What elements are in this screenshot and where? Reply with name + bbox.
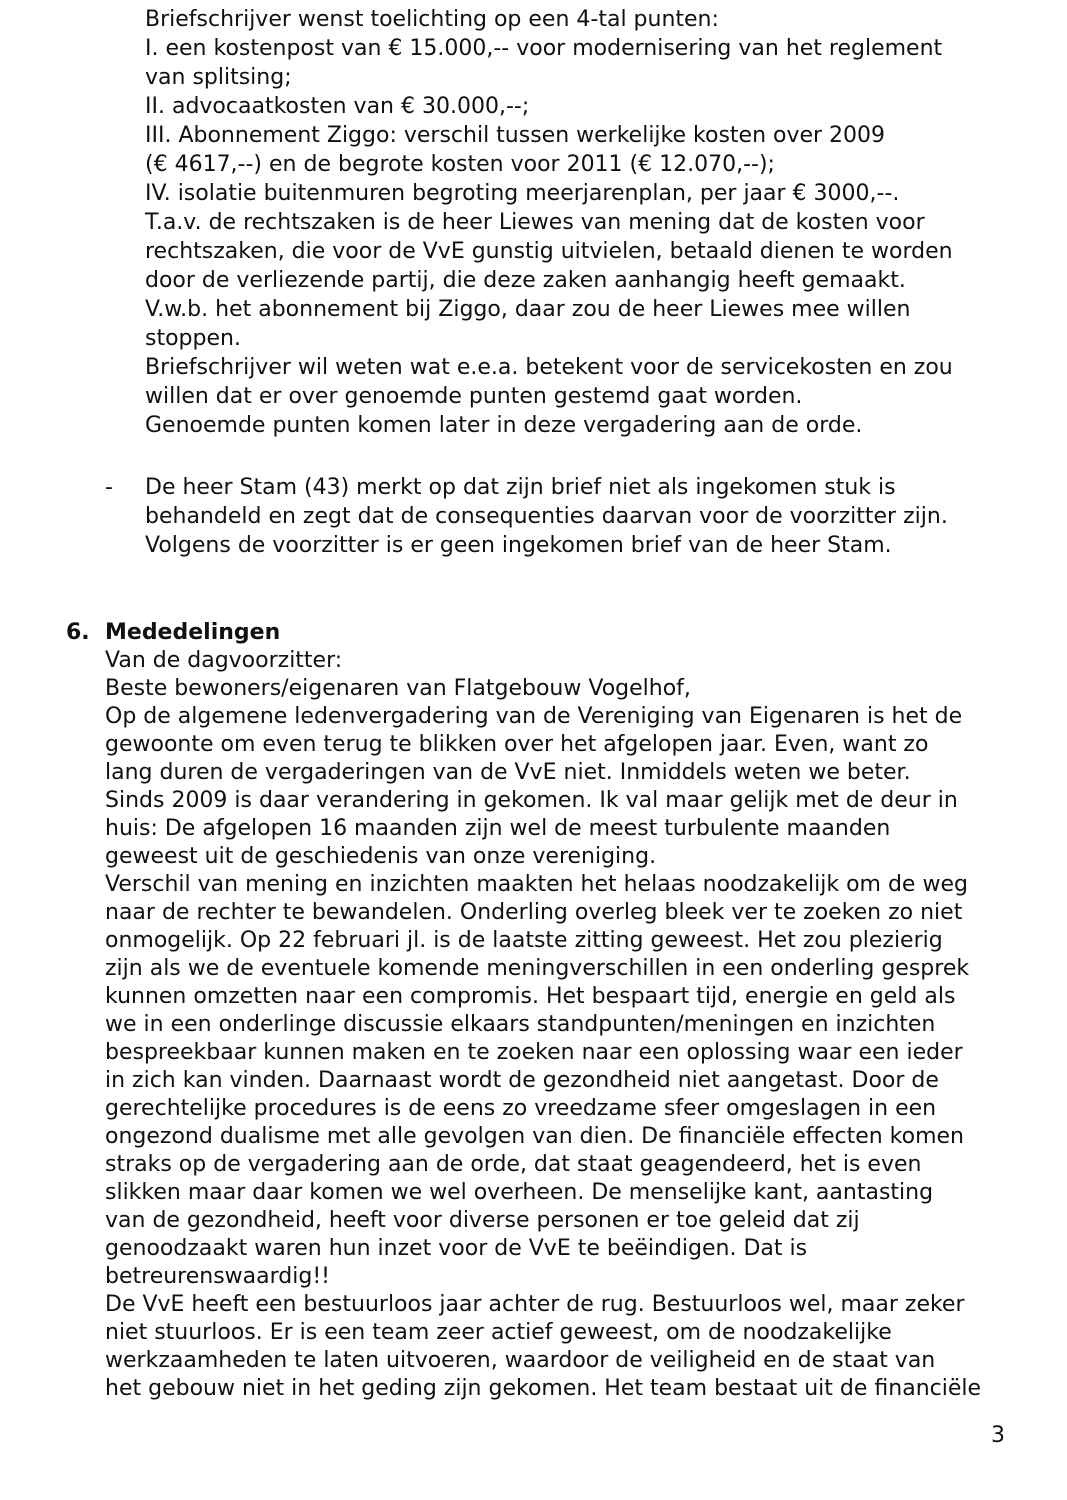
section-number: 6.: [66, 620, 90, 645]
text-line: bespreekbaar kunnen maken en te zoeken naar een oplossing waar een ieder: [105, 1040, 963, 1065]
text-line: van de gezondheid, heeft voor diverse personen er toe geleid dat zij: [105, 1208, 860, 1233]
text-line: Sinds 2009 is daar verandering in gekomen. Ik val maar gelijk met de deur in: [105, 788, 958, 813]
text-line: gerechtelijke procedures is de eens zo vreedzame sfeer omgeslagen in een: [105, 1096, 937, 1121]
text-line: niet stuurloos. Er is een team zeer actief geweest, om de noodzakelijke: [105, 1320, 892, 1345]
text-line: I. een kostenpost van € 15.000,-- voor modernisering van het reglement: [145, 36, 943, 61]
text-line: door de verliezende partij, die deze zaken aanhangig heeft gemaakt.: [145, 268, 906, 293]
text-line: we in een onderlinge discussie elkaars standpunten/meningen en inzichten: [105, 1012, 936, 1037]
text-line: zijn als we de eventuele komende meningverschillen in een onderling gesprek: [105, 956, 970, 981]
text-line: rechtszaken, die voor de VvE gunstig uitvielen, betaald dienen te worden: [145, 239, 953, 264]
text-line: Verschil van mening en inzichten maakten het helaas noodzakelijk om de weg: [105, 872, 968, 897]
text-line: De VvE heeft een bestuurloos jaar achter de rug. Bestuurloos wel, maar zeker: [105, 1292, 965, 1317]
text-line: III. Abonnement Ziggo: verschil tussen werkelijke kosten over 2009: [145, 123, 886, 148]
text-line: kunnen omzetten naar een compromis. Het bespaart tijd, energie en geld als: [105, 984, 956, 1009]
text-line: De heer Stam (43) merkt op dat zijn brief niet als ingekomen stuk is: [145, 475, 896, 500]
text-line: naar de rechter te bewandelen. Onderling overleg bleek ver te zoeken zo niet: [105, 900, 963, 925]
text-line: geweest uit de geschiedenis van onze vereniging.: [105, 844, 657, 869]
text-line: werkzaamheden te laten uitvoeren, waardoor de veiligheid en de staat van: [105, 1348, 936, 1373]
text-line: Volgens de voorzitter is er geen ingekomen brief van de heer Stam.: [145, 533, 892, 558]
text-line: huis: De afgelopen 16 maanden zijn wel de meest turbulente maanden: [105, 816, 891, 841]
text-line: II. advocaatkosten van € 30.000,--;: [145, 94, 530, 119]
text-line: slikken maar daar komen we wel overheen. De menselijke kant, aantasting: [105, 1180, 934, 1205]
text-line: onmogelijk. Op 22 februari jl. is de laatste zitting geweest. Het zou plezierig: [105, 928, 943, 953]
section-title: Mededelingen: [105, 620, 281, 645]
text-line: genoodzaakt waren hun inzet voor de VvE te beëindigen. Dat is: [105, 1236, 808, 1261]
text-line: willen dat er over genoemde punten gestemd gaat worden.: [145, 384, 803, 409]
text-line: Beste bewoners/eigenaren van Flatgebouw Vogelhof,: [105, 676, 691, 701]
page-number: 3: [991, 1423, 1005, 1448]
text-line: (€ 4617,--) en de begrote kosten voor 2011 (€ 12.070,--);: [145, 152, 775, 177]
text-line: Van de dagvoorzitter:: [105, 648, 343, 673]
text-line: lang duren de vergaderingen van de VvE niet. Inmiddels weten we beter.: [105, 760, 911, 785]
text-line: behandeld en zegt dat de consequenties daarvan voor de voorzitter zijn.: [145, 504, 948, 529]
text-line: V.w.b. het abonnement bij Ziggo, daar zou de heer Liewes mee willen: [145, 297, 911, 322]
text-line: van splitsing;: [145, 65, 292, 90]
text-line: Briefschrijver wenst toelichting op een 4-tal punten:: [145, 7, 719, 32]
text-line: gewoonte om even terug te blikken over het afgelopen jaar. Even, want zo: [105, 732, 929, 757]
text-line: ongezond dualisme met alle gevolgen van dien. De financiële effecten komen: [105, 1124, 964, 1149]
text-line: Op de algemene ledenvergadering van de Vereniging van Eigenaren is het de: [105, 704, 963, 729]
text-line: in zich kan vinden. Daarnaast wordt de gezondheid niet aangetast. Door de: [105, 1068, 939, 1093]
text-line: Briefschrijver wil weten wat e.e.a. betekent voor de servicekosten en zou: [145, 355, 953, 380]
text-line: IV. isolatie buitenmuren begroting meerjarenplan, per jaar € 3000,--.: [145, 181, 900, 206]
text-line: T.a.v. de rechtszaken is de heer Liewes van mening dat de kosten voor: [145, 210, 925, 235]
text-line: Genoemde punten komen later in deze vergadering aan de orde.: [145, 413, 863, 438]
text-line: betreurenswaardig!!: [105, 1264, 330, 1289]
text-line: het gebouw niet in het geding zijn gekomen. Het team bestaat uit de financiële: [105, 1376, 982, 1401]
text-line: stoppen.: [145, 326, 241, 351]
text-line: straks op de vergadering aan de orde, dat staat geagendeerd, het is even: [105, 1152, 922, 1177]
bullet-marker: -: [105, 475, 113, 500]
